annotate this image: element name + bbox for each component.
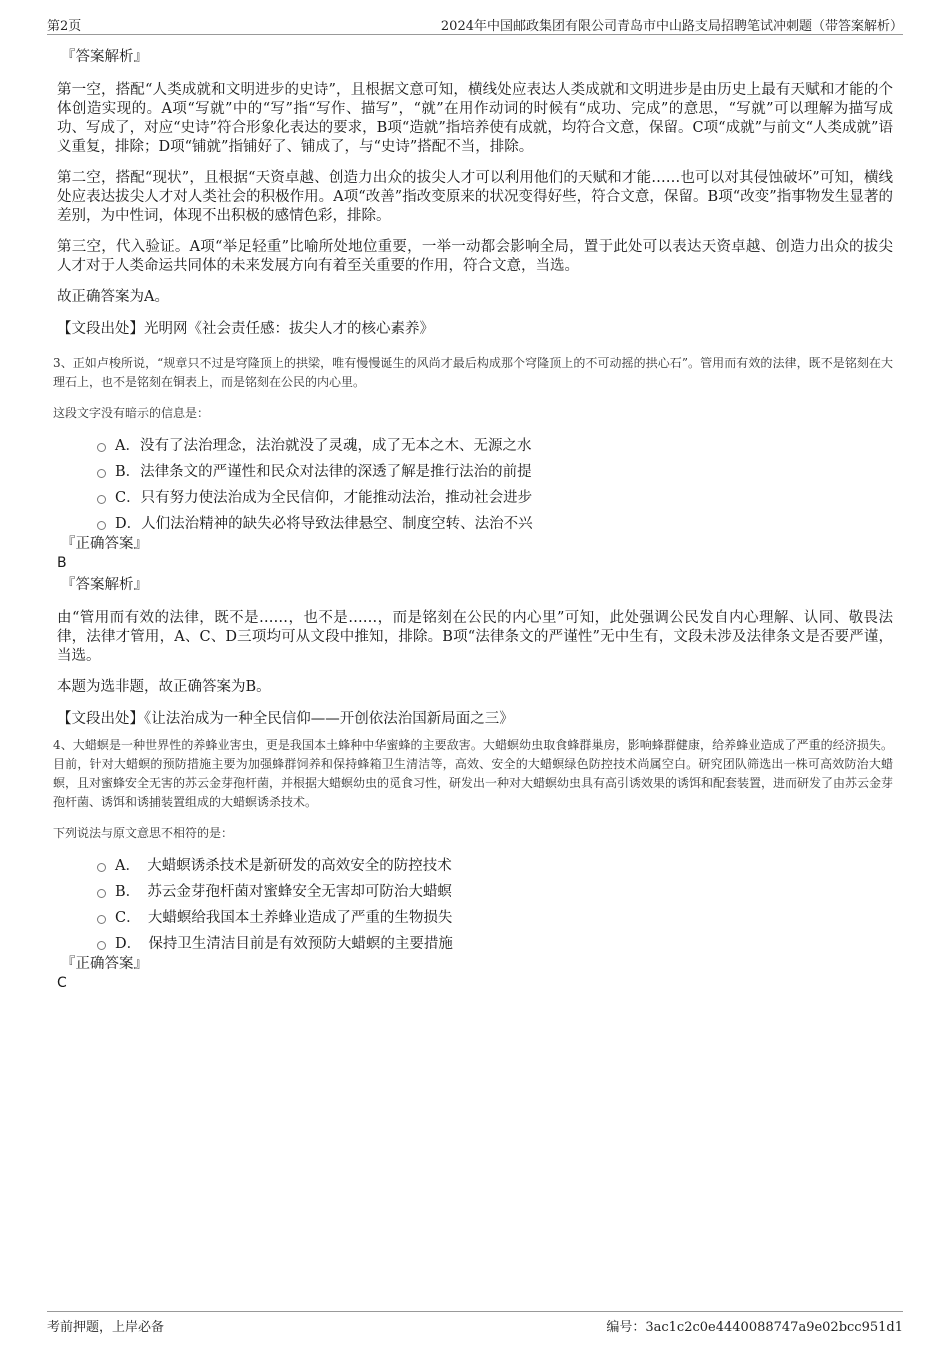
q4-answer: C	[57, 975, 67, 991]
q2-conclusion: 故正确答案为A。	[57, 289, 169, 305]
option-label: A． 大蜡螟诱杀技术是新研发的高效安全的防控技术	[115, 858, 452, 874]
option-label: C． 大蜡螟给我国本土养蜂业造成了严重的生物损失	[115, 910, 453, 926]
q3-analysis-label: 『答案解析』	[61, 577, 148, 593]
q3-answer-label: 『正确答案』	[61, 536, 148, 552]
q3-option-b[interactable]	[57, 463, 893, 489]
q3-source: 【文段出处】《让法治成为一种全民信仰——开创依法治国新局面之三》	[57, 711, 514, 727]
q4-option-a[interactable]	[57, 857, 893, 883]
page-content	[53, 48, 894, 993]
q3-stem: 3、正如卢梭所说，“规章只不过是穹隆顶上的拱梁，唯有慢慢诞生的风尚才最后构成那个穹隆顶上的不可动摇的拱心石”。管用而有效的法律，既不是铭刻在大理石上，也不是铭刻在铜表上，而是铭刻在公民的内心里。	[53, 356, 893, 389]
q4-answer-label: 『正确答案』	[61, 956, 148, 972]
q4-options	[57, 857, 893, 961]
radio-icon[interactable]	[97, 495, 106, 504]
q2-analysis-para-3: 第三空，代入验证。A项“举足轻重”比喻所处地位重要，一举一动都会影响全局，置于此处可以表达天资卓越、创造力出众的拔尖人才对于人类命运共同体的未来发展方向有着至关重要的作用，符合文意，当选。	[57, 239, 893, 274]
radio-icon[interactable]	[97, 915, 106, 924]
option-label: B．法律条文的严谨性和民众对法律的深透了解是推行法治的前提	[115, 464, 532, 480]
q3-option-a[interactable]	[57, 437, 893, 463]
page-number: 第2页	[47, 19, 82, 34]
q3-analysis: 由“管用而有效的法律，既不是……，也不是……，而是铭刻在公民的内心里”可知，此处强调公民发自内心理解、认同、敬畏法律，法律才管用，A、C、D三项均可从文段中推知，排除。B项“法律条文的严谨性”无中生有，文段未涉及法律条文是否要严谨，当选。	[57, 610, 893, 664]
option-label: D． 保持卫生清洁目前是有效预防大蜡螟的主要措施	[115, 936, 453, 952]
document-id: 编号：3ac1c2c0e4440088747a9e02bcc951d1	[606, 1320, 903, 1335]
page-header	[47, 12, 903, 35]
q3-answer: B	[57, 555, 67, 571]
page-footer	[47, 1311, 903, 1335]
footer-slogan: 考前押题，上岸必备	[47, 1320, 165, 1335]
q4-stem: 4、大蜡螟是一种世界性的养蜂业害虫，更是我国本土蜂种中华蜜蜂的主要敌害。大蜡螟幼虫取食蜂群巢房，影响蜂群健康，给养蜂业造成了严重的经济损失。目前，针对大蜡螟的预防措施主要为加强蜂群饲养和保持蜂箱卫生清洁等，高效、安全的大蜡螟绿色防控技术尚属空白。研究团队筛选出一株可高效防治大蜡螟，且对蜜蜂安全无害的苏云金芽孢杆菌，并根据大蜡螟幼虫的觅食习性，研发出一种对大蜡螟幼虫具有高引诱效果的诱饵和配套装置，进而研发了由苏云金芽孢杆菌、诱饵和诱捕装置组成的大蜡螟诱杀技术。	[53, 738, 894, 809]
document-title: 2024年中国邮政集团有限公司青岛市中山路支局招聘笔试冲刺题（带答案解析）	[440, 19, 903, 34]
radio-icon[interactable]	[97, 889, 106, 898]
radio-icon[interactable]	[97, 863, 106, 872]
q4-option-c[interactable]	[57, 909, 893, 935]
option-label: C．只有努力使法治成为全民信仰，才能推动法治，推动社会进步	[115, 490, 533, 506]
radio-icon[interactable]	[97, 443, 106, 452]
q2-source: 【文段出处】光明网《社会责任感：拔尖人才的核心素养》	[57, 321, 434, 337]
option-label: B． 苏云金芽孢杆菌对蜜蜂安全无害却可防治大蜡螟	[115, 884, 452, 900]
q2-analysis-label: 『答案解析』	[61, 49, 148, 65]
radio-icon[interactable]	[97, 941, 106, 950]
q2-analysis-para-2: 第二空，搭配“现状”，且根据“天资卓越、创造力出众的拔尖人才可以利用他们的天赋和才能……也可以对其侵蚀破坏”可知，横线处应表达拔尖人才对人类社会的积极作用。A项“改善”指改变原来的状况变得好些，符合文意，保留。B项“改变”指事物发生显著的差别，为中性词，体现不出积极的感情色彩，排除。	[57, 170, 893, 224]
q3-question: 这段文字没有暗示的信息是：	[53, 406, 210, 420]
option-label: D．人们法治精神的缺失必将导致法律悬空、制度空转、法治不兴	[115, 516, 533, 532]
q3-options	[57, 437, 893, 541]
radio-icon[interactable]	[97, 469, 106, 478]
q3-option-c[interactable]	[57, 489, 893, 515]
option-label: A．没有了法治理念，法治就没了灵魂，成了无本之木、无源之水	[115, 438, 532, 454]
q4-question: 下列说法与原文意思不相符的是：	[53, 826, 234, 840]
q3-conclusion: 本题为选非题，故正确答案为B。	[57, 679, 271, 695]
radio-icon[interactable]	[97, 521, 106, 530]
q2-analysis-para-1: 第一空，搭配“人类成就和文明进步的史诗”，且根据文意可知，横线处应表达人类成就和文明进步是由历史上最有天赋和才能的个体创造实现的。A项“写就”中的“写”指“写作、描写”，“就”在用作动词的时候有“成功、完成”的意思，“写就”可以理解为描写成功、写成了，对应“史诗”符合形象化表达的要求，B项“造就”指培养使有成就，均符合文意，保留。C项“成就”与前文“人类成就”语义重复，排除；D项“铺就”指铺好了、铺成了，与“史诗”搭配不当，排除。	[57, 82, 893, 155]
q4-option-b[interactable]	[57, 883, 893, 909]
